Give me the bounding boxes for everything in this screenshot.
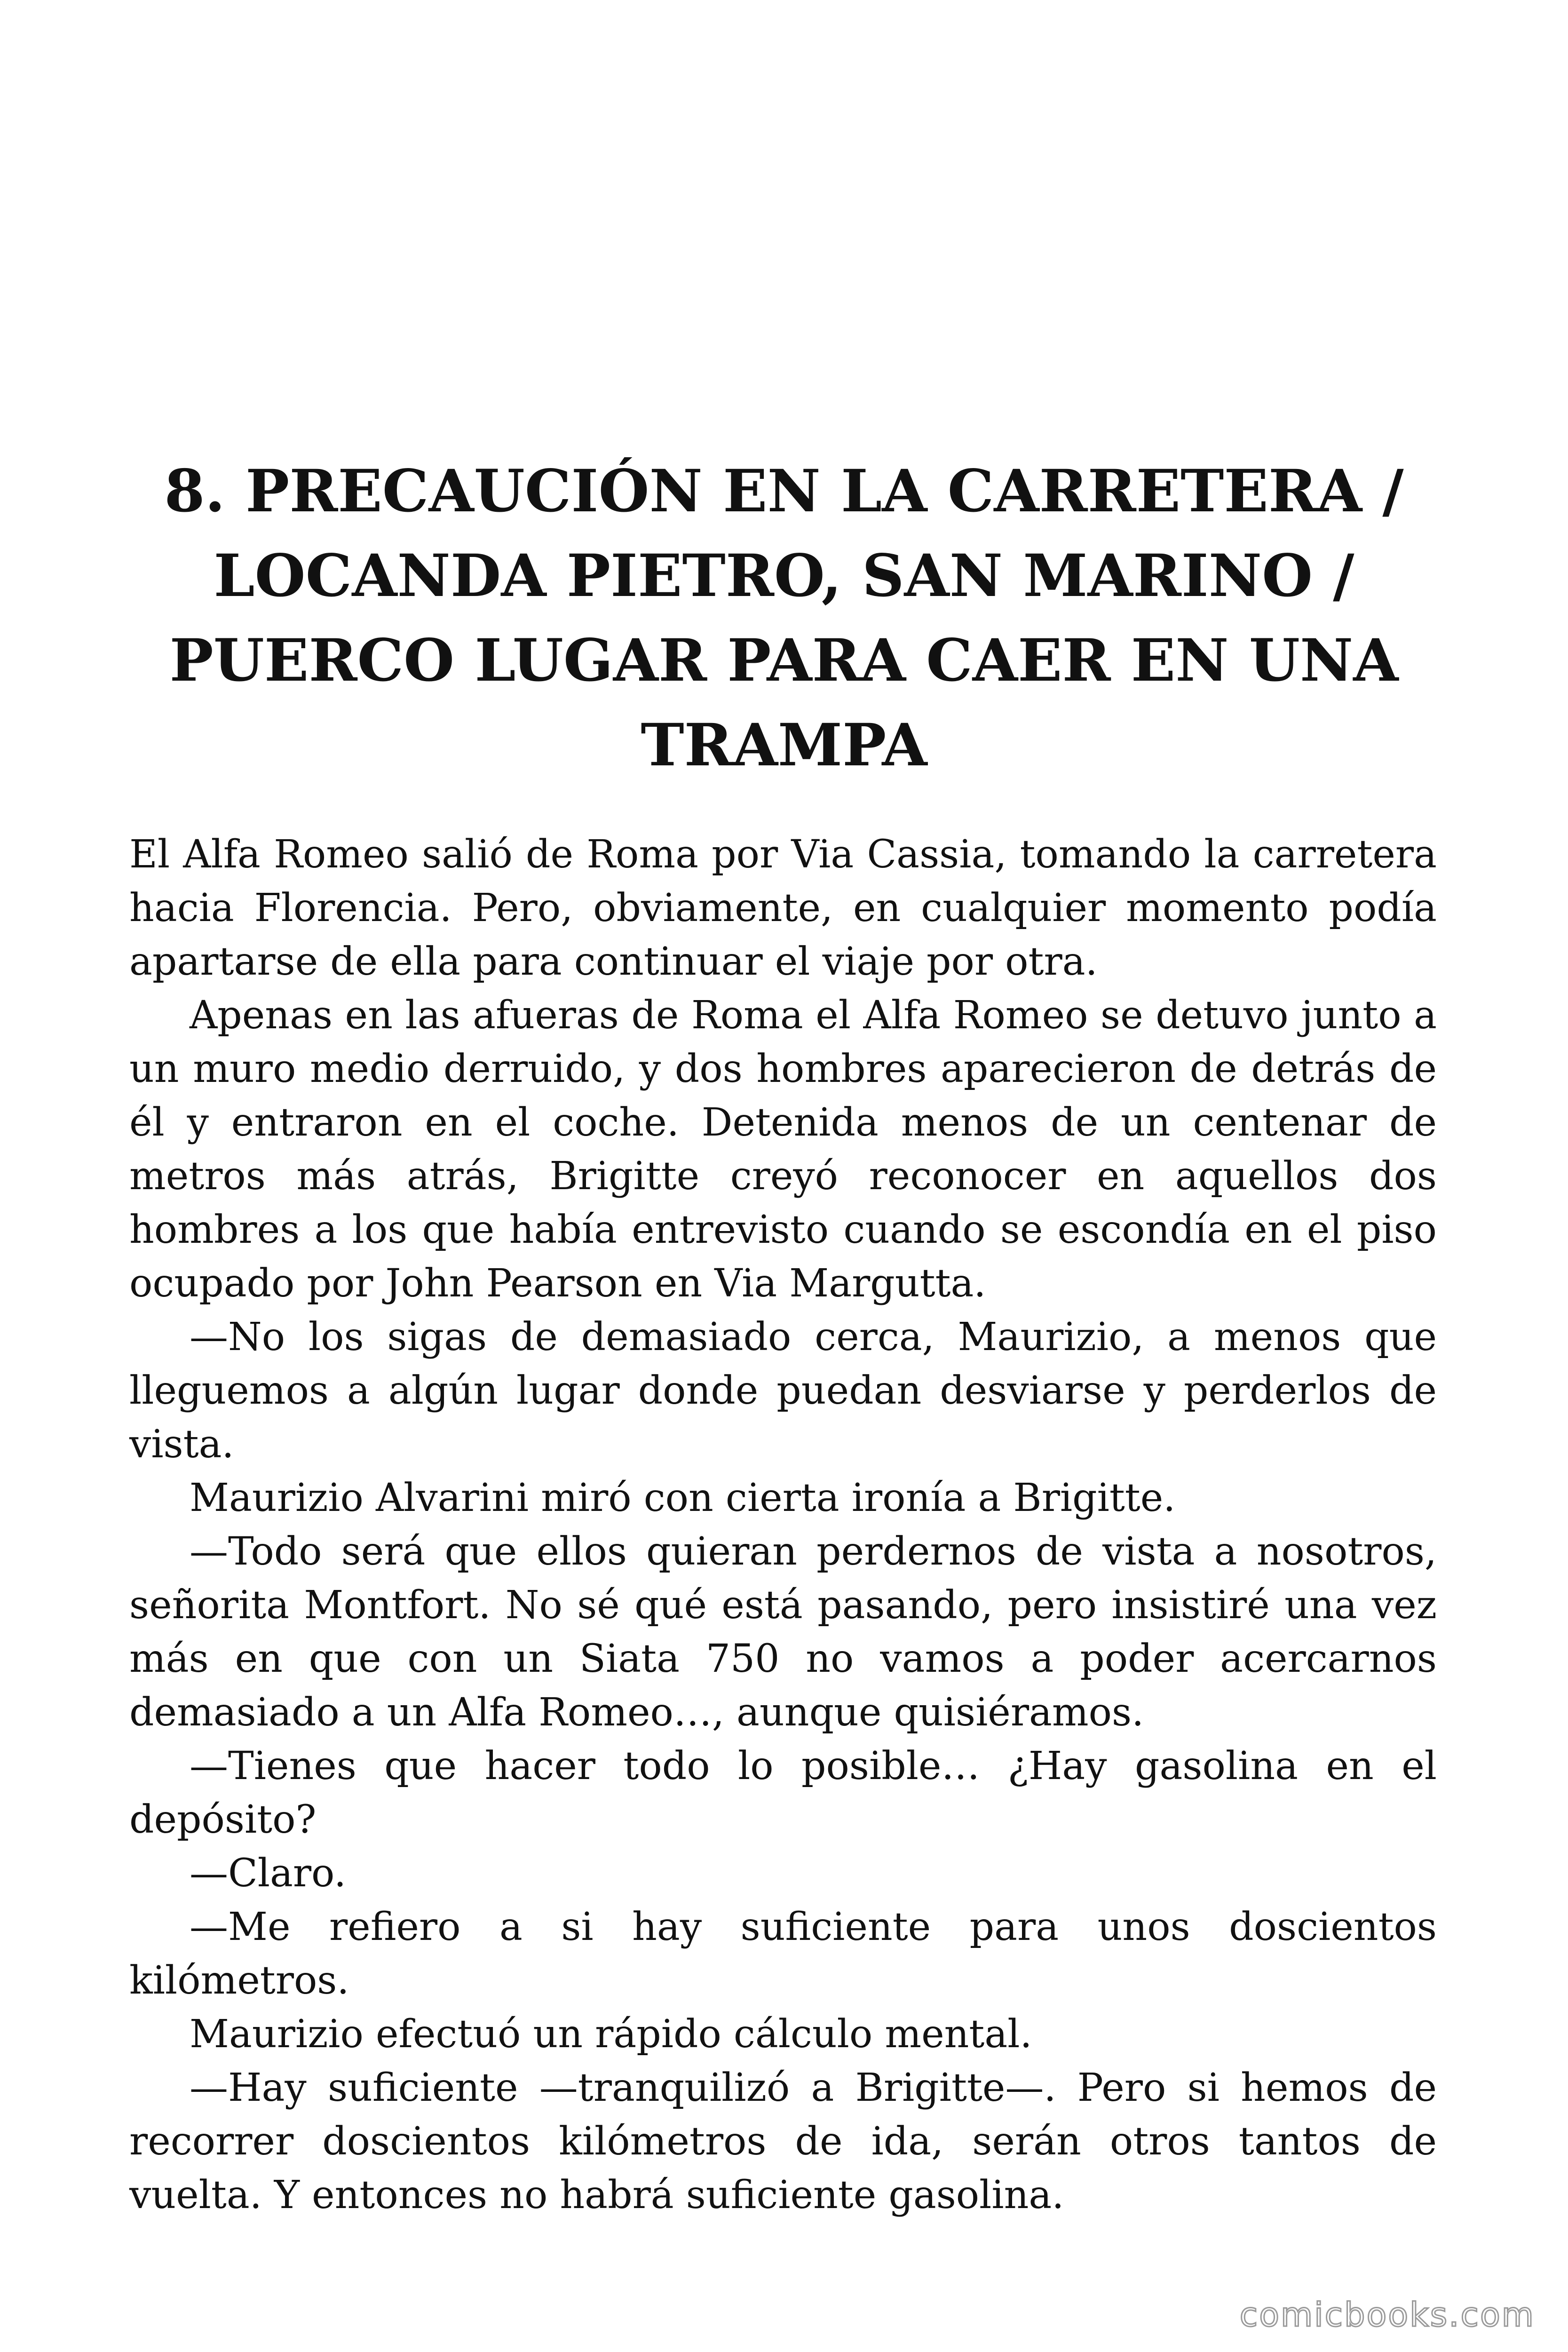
paragraph: Maurizio Alvarini miró con cierta ironía a Brigitte. (190, 1476, 1176, 1520)
paragraph: —Hay suficiente —tranquilizó a Brigitte—. Pero si hemos de recorrer doscientos kilómetros de ida, serán otros tantos de vuelta. Y entonces no habrá suficiente gasolina. (129, 2066, 1437, 2217)
paragraph: El Alfa Romeo salió de Roma por Via Cassia, tomando la carretera hacia Florencia. Pero, obviamente, en cualquier momento podía apartarse de ella para continuar el viaje por otra. (129, 832, 1437, 984)
paragraph: —Claro. (190, 1851, 347, 1896)
paragraph: Apenas en las afueras de Roma el Alfa Romeo se detuvo junto a un muro medio derruido, y dos hombres aparecieron de detrás de él y entraron en el coche. Detenida menos de un centenar de metros más atrás, Brigitte creyó reconocer en aquellos dos hombres a los que había entrevisto cuando se escondía en el piso ocupado por John Pearson en Via Margutta. (129, 993, 1437, 1306)
paragraph: —Todo será que ellos quieran perdernos de vista a nosotros, señorita Montfort. No sé qué está pasando, pero insistiré una vez más en que con un Siata 750 no vamos a poder acercarnos demasiado a un Alfa Romeo…, aunque quisiéramos. (129, 1529, 1437, 1735)
paragraph: —No los sigas de demasiado cerca, Maurizio, a menos que lleguemos a algún lugar donde puedan desviarse y perderlos de vista. (129, 1315, 1437, 1467)
chapter-title (155, 449, 1413, 788)
paragraph: —Me refiero a si hay suficiente para unos doscientos kilómetros. (129, 1905, 1437, 2003)
chapter-title-line: PUERCO LUGAR PARA CAER EN UNA (169, 627, 1399, 695)
watermark: comicbooks.com (1239, 2296, 1535, 2334)
paragraph: —Tienes que hacer todo lo posible… ¿Hay gasolina en el depósito? (129, 1744, 1437, 1842)
chapter-title-line: LOCANDA PIETRO, SAN MARINO / (214, 542, 1354, 610)
paragraph: Maurizio efectuó un rápido cálculo mental. (190, 2012, 1032, 2057)
chapter-title-line: TRAMPA (641, 711, 927, 779)
body-text (129, 828, 1437, 2222)
chapter-title-line: 8. PRECAUCIÓN EN LA CARRETERA / (164, 457, 1404, 525)
